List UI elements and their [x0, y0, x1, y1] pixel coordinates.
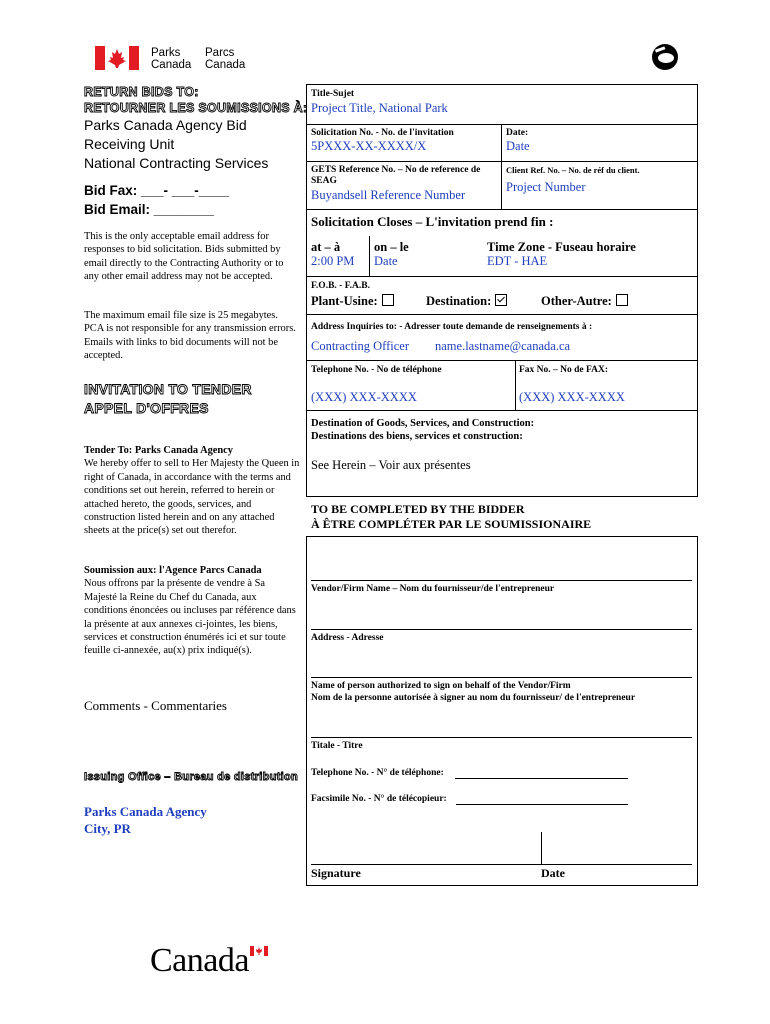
title-label: Title-Sujet	[311, 89, 355, 99]
org-name-fr-2: Canada	[205, 59, 246, 71]
agency-line-2: Receiving Unit	[84, 136, 175, 152]
agency-line-1: Parks Canada Agency Bid	[84, 117, 247, 133]
at-value: 2:00 PM	[311, 254, 355, 268]
org-name-en-2: Canada	[151, 59, 192, 71]
date-label: Date:	[506, 128, 529, 138]
address-inquiries-label: Address Inquiries to: - Adresser toute demande de renseignements à :	[311, 322, 593, 332]
vendor-name-label: Vendor/Firm Name – Nom du fournisseur/de l'entrepreneur	[311, 584, 555, 594]
titale-label: Titale - Titre	[311, 741, 363, 751]
destination-goods-value: See Herein – Voir aux présentes	[311, 458, 471, 472]
solicitation-label: Solicitation No. - No. de l'invitation	[311, 128, 454, 138]
gets-label: GETS Reference No. – No de reference de SEAG	[311, 165, 481, 186]
return-bids-heading-fr: RETOURNER LES SOUMISSIONS À:	[84, 101, 308, 115]
telephone-value: (XXX) XXX-XXXX	[311, 390, 417, 404]
time-zone-value: EDT - HAE	[487, 254, 548, 268]
invitation-heading-en: INVITATION TO TENDER	[84, 381, 252, 397]
wordmark-flag-icon	[250, 946, 268, 956]
authorized-name-line[interactable]	[311, 677, 692, 678]
on-value: Date	[374, 254, 398, 268]
other-autre-checkbox[interactable]	[616, 294, 628, 306]
telephone-label: Telephone No. - No de téléphone	[311, 365, 442, 375]
plant-usine-label: Plant-Usine:	[311, 294, 378, 308]
bidder-phone-label: Telephone No. - N° de téléphone:	[311, 768, 444, 778]
client-ref-value: Project Number	[506, 180, 586, 194]
title-value: Project Title, National Park	[311, 101, 448, 115]
parks-canada-logo	[95, 46, 255, 72]
fax-label: Fax No. – No de FAX:	[519, 365, 609, 375]
bidder-phone-line[interactable]	[455, 778, 628, 779]
filesize-note: The maximum email file size is 25 megabytes. PCA is not responsible for any transmission errors. Emails with links to bid documents will not be accepted.	[84, 310, 296, 362]
vendor-name-line[interactable]	[311, 580, 692, 581]
closes-label: Solicitation Closes – L'invitation prend fin :	[311, 214, 554, 229]
date-value: Date	[506, 139, 530, 153]
bidder-section-title-fr: À ÊTRE COMPLÉTER PAR LE SOUMISSIONAIRE	[311, 517, 592, 531]
bid-fax: Bid Fax: ___- ___-____	[84, 183, 229, 198]
bidder-fax-label: Facsimile No. - N° de télécopieur:	[311, 794, 447, 804]
signature-line[interactable]	[311, 864, 692, 865]
soumission-title: Soumission aux: l'Agence Parcs Canada	[84, 565, 262, 576]
address-label: Address - Adresse	[311, 633, 384, 643]
canada-wordmark-text: Canada	[150, 942, 249, 979]
bidder-section-title-en: TO BE COMPLETED BY THE BIDDER	[311, 502, 525, 516]
at-label: at – à	[311, 240, 341, 254]
time-zone-label: Time Zone - Fuseau horaire	[487, 240, 636, 254]
plant-usine-checkbox[interactable]	[382, 294, 394, 306]
bid-email: Bid Email: ________	[84, 202, 214, 217]
tender-to-title: Tender To: Parks Canada Agency	[84, 445, 233, 456]
authorized-name-label-en: Name of person authorized to sign on behalf of the Vendor/Firm	[311, 681, 571, 691]
solicitation-value: 5PXXX-XX-XXXX/X	[311, 139, 427, 153]
destination-checkbox[interactable]	[495, 294, 507, 306]
other-autre-label: Other-Autre:	[541, 294, 612, 308]
issuing-agency: Parks Canada Agency	[84, 804, 207, 819]
destination-goods-label-en: Destination of Goods, Services, and Construction:	[311, 418, 535, 429]
issuing-city: City, PR	[84, 821, 131, 836]
on-label: on – le	[374, 240, 409, 254]
agency-line-3: National Contracting Services	[84, 155, 269, 171]
officer-email-value[interactable]: name.lastname@canada.ca	[435, 339, 571, 353]
comments-label: Comments - Commentaries	[84, 698, 227, 713]
signature-label: Signature	[311, 866, 361, 880]
soumission-body: Nous offrons par la présente de vendre à Sa Majesté la Reine du Chef du Canada, aux conditions énoncées ou incluses par référence dans la présente at aux annexes ci-jointes, les biens, services et construction énumérés ici et sur toute feuille ci-annexée, au(x) prix indiqué(s).	[84, 578, 296, 657]
title-line[interactable]	[311, 737, 692, 738]
contracting-officer-value: Contracting Officer	[311, 339, 409, 353]
signature-date-label: Date	[541, 866, 565, 880]
address-line[interactable]	[311, 629, 692, 630]
return-bids-heading-en: RETURN BIDS TO:	[84, 85, 199, 99]
authorized-name-label-fr: Nom de la personne autorisée à signer au nom du fournisseur/ de l'entrepreneur	[311, 692, 636, 703]
tender-to-body: We hereby offer to sell to Her Majesty the Queen in right of Canada, in accordance with the terms and conditions set out herein, referred to herein or attached hereto, the goods, services, and construction listed herein and on any attached sheets at the price(s) set out therefor.	[84, 458, 300, 537]
fax-value: (XXX) XXX-XXXX	[519, 390, 625, 404]
canada-flag-icon	[95, 46, 139, 70]
bidder-fax-line[interactable]	[456, 804, 628, 805]
org-name-en-1: Parks	[151, 47, 181, 59]
canada-wordmark	[150, 944, 249, 980]
org-name-fr-1: Parcs	[205, 47, 235, 59]
destination-label: Destination:	[426, 294, 492, 308]
client-ref-label: Client Ref. No. – No. de réf du client.	[506, 165, 640, 175]
beaver-emblem-icon	[650, 42, 680, 72]
email-note: This is the only acceptable email address for responses to bid solicitation. Bids submitted by email directly to the Contracting Authority or to any other email address may not be accepted.	[84, 231, 284, 283]
gets-value: Buyandsell Reference Number	[311, 188, 466, 202]
issuing-office-heading: Issuing Office – Bureau de distribution	[84, 771, 299, 783]
destination-goods-label-fr: Destinations des biens, services et construction:	[311, 431, 523, 442]
fob-label: F.O.B. - F.A.B.	[311, 281, 370, 291]
invitation-heading-fr: APPEL D'OFFRES	[84, 400, 209, 416]
